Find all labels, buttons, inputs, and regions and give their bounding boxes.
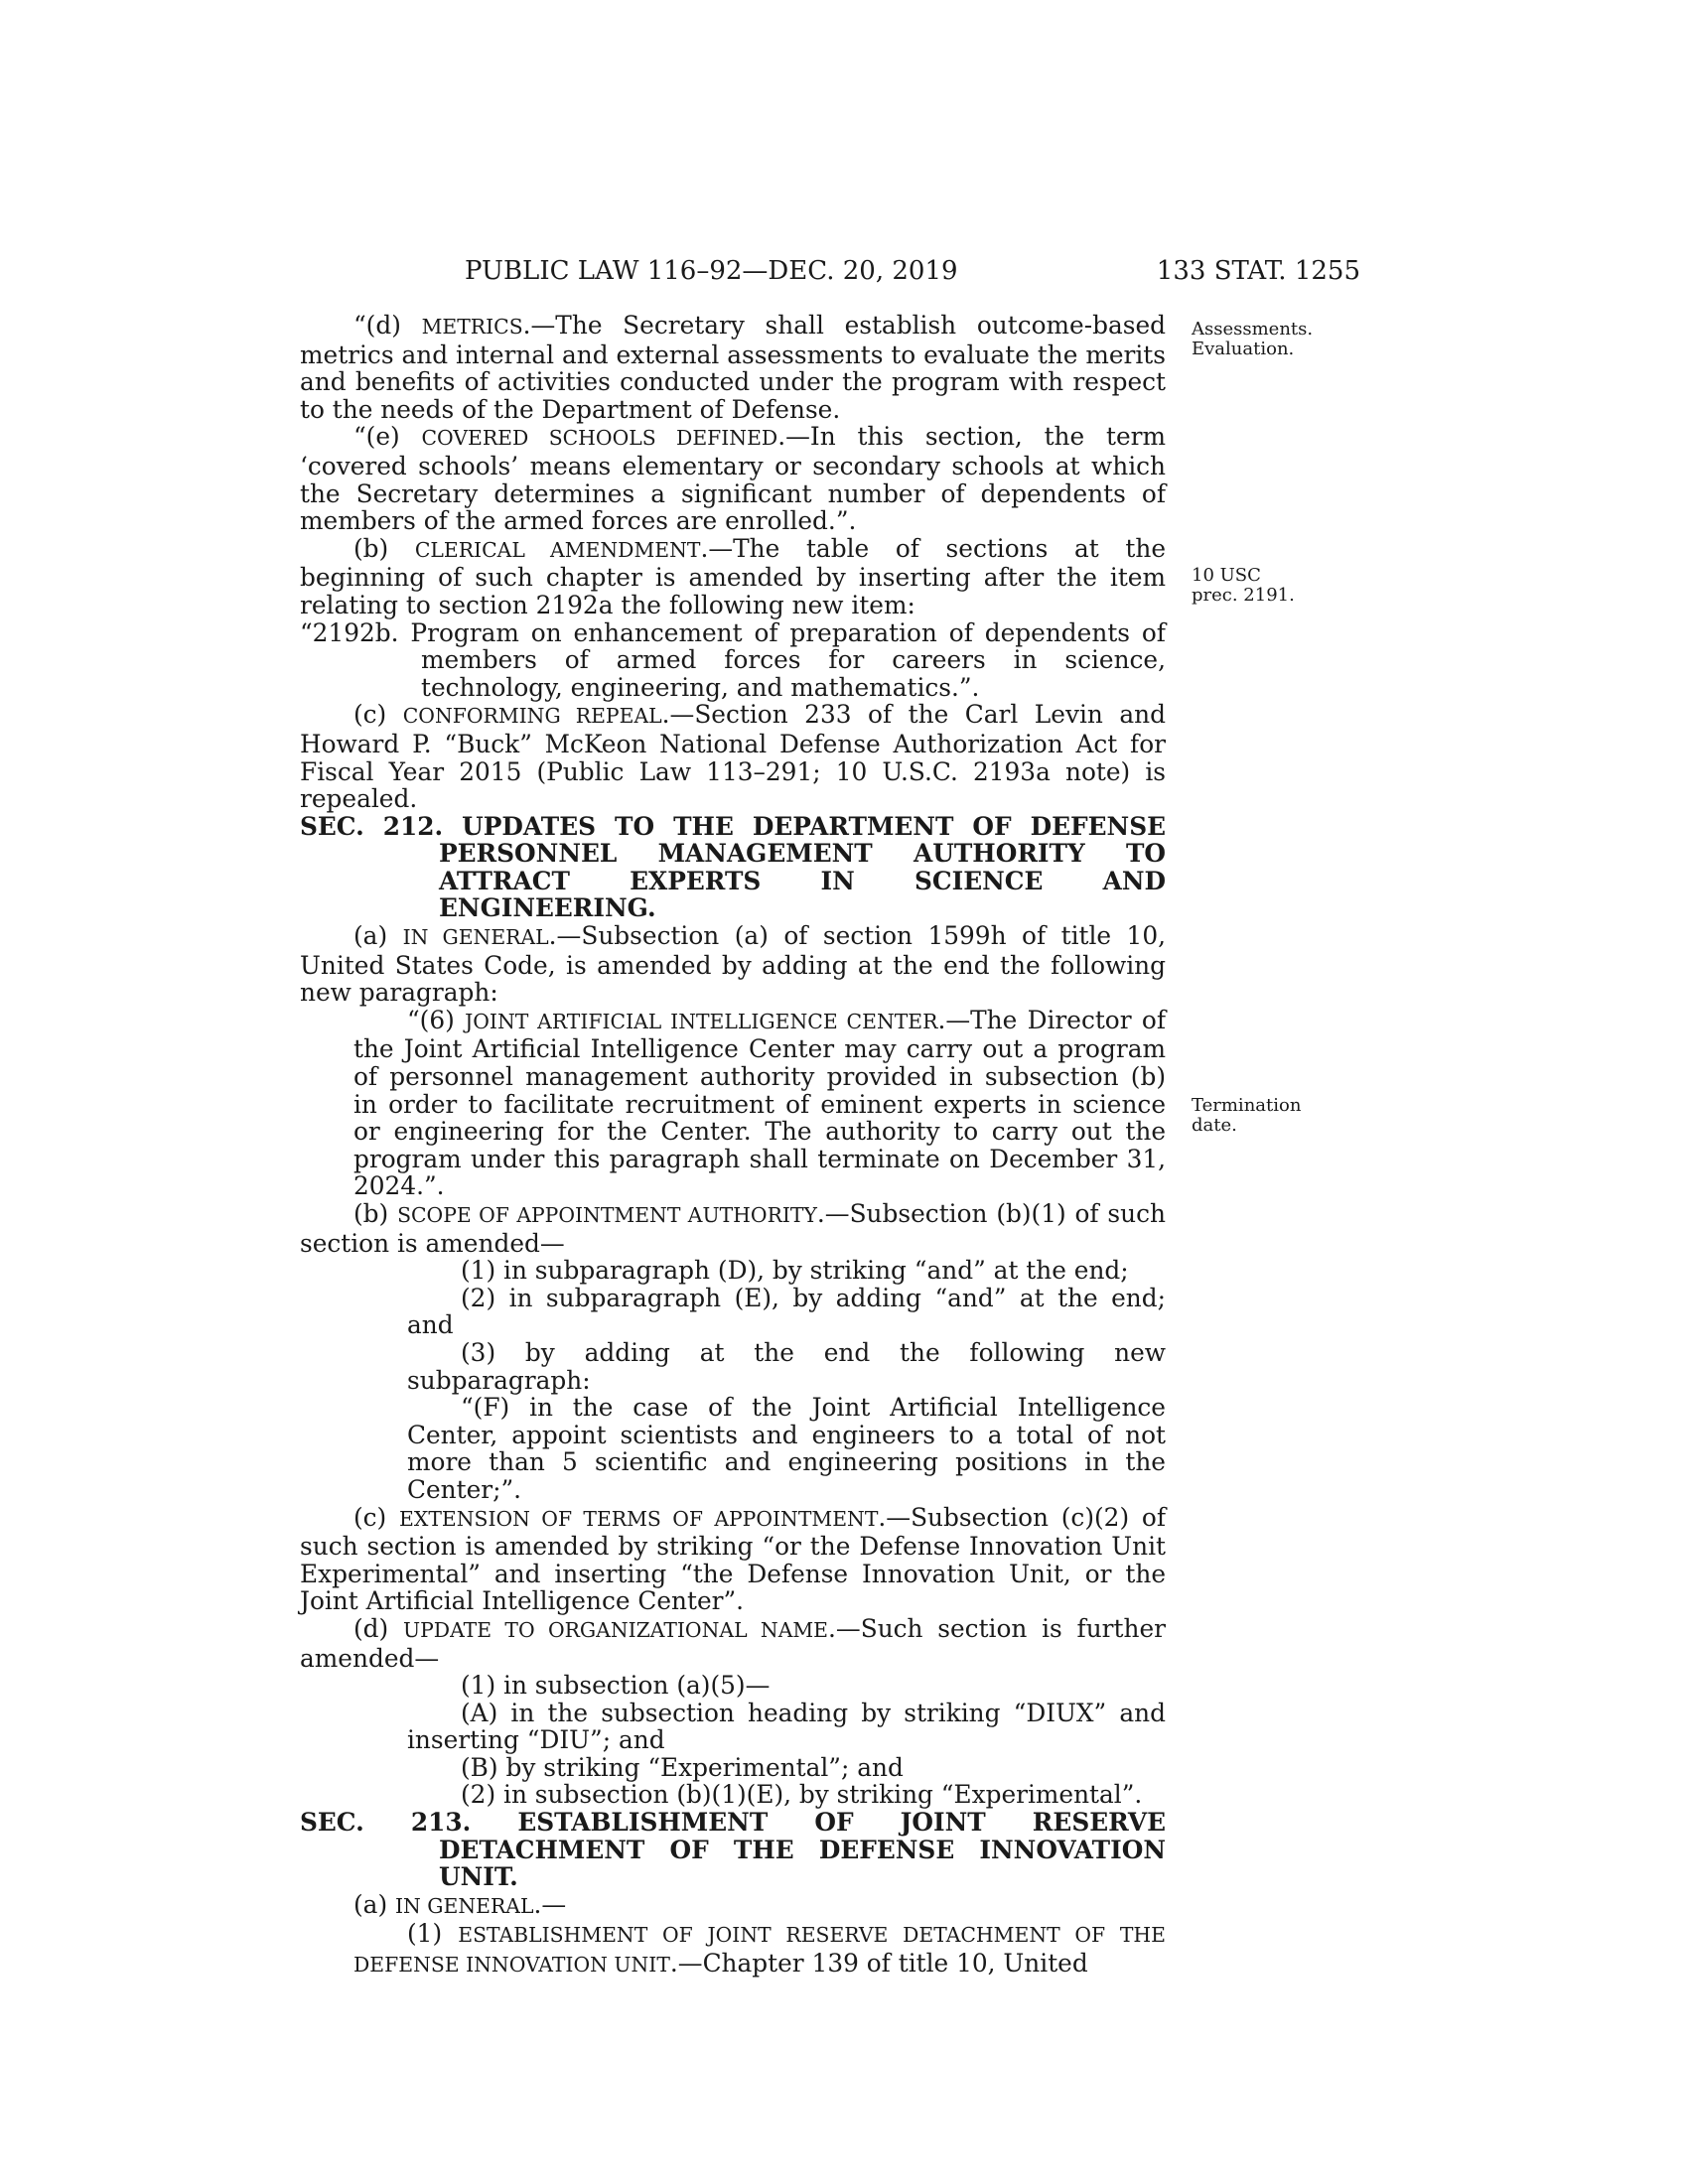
page-header: [298, 256, 1360, 296]
paragraph-212-a-6: “(6) JOINT ARTIFICIAL INTELLIGENCE CENTER.—The Director of the Joint Artificial Intelligence Center may carry out a program of personnel management authority provided in subsection (b) in order to facilitate recruitment of eminent experts in science or engineering for the Center. The authority to carry out the program under this paragraph shall terminate on December 31, 2024.”.: [353, 1005, 1167, 1201]
paragraph-heading: METRICS: [421, 315, 523, 339]
section-213-heading: SEC. 213. ESTABLISHMENT OF JOINT RESERVE DETACHMENT OF THE DEFENSE INNOVATION UNIT.: [300, 1808, 1166, 1892]
paragraph-212-b: (b) SCOPE OF APPOINTMENT AUTHORITY.—Subsection (b)(1) of such section is amended—: [300, 1199, 1166, 1258]
table-of-sections-item: “2192b. Program on enhancement of preparation of dependents of members of armed forces for careers in science, technology, engineering, and mathematics.”.: [300, 617, 1166, 702]
clause-212-d-1: (1) in subsection (a)(5)—: [461, 1671, 771, 1701]
paragraph-e-covered-schools: “(e) COVERED SCHOOLS DEFINED.—In this section, the term ‘covered schools’ means elementary or secondary schools at which the Secretary determines a significant number of dependents of members of the armed forces are enrolled.”.: [300, 422, 1166, 536]
paragraph-212-d: (d) UPDATE TO ORGANIZATIONAL NAME.—Such section is further amended—: [300, 1613, 1166, 1673]
paragraph-heading: JOINT ARTIFICIAL INTELLIGENCE CENTER: [465, 1009, 938, 1033]
paragraph-212-c: (c) EXTENSION OF TERMS OF APPOINTMENT.—Subsection (c)(2) of such section is amended by striking “or the Defense Innovation Unit Experimental” and inserting “the Defense Innovation Unit, or the Joint Artificial Intelligence Center”.: [300, 1502, 1166, 1616]
paragraph-heading: IN GENERAL: [395, 1893, 534, 1918]
paragraph-heading: CLERICAL AMENDMENT: [414, 537, 701, 562]
paragraph-heading: SCOPE OF APPOINTMENT AUTHORITY: [397, 1203, 817, 1227]
paragraph-212-a: (a) IN GENERAL.—Subsection (a) of section 1599h of title 10, United States Code, is amended by adding at the end the following new paragraph:: [300, 921, 1166, 1008]
statute-body: [300, 312, 1166, 1979]
clause-212-b-2: (2) in subparagraph (E), by adding “and” at the end; and: [407, 1283, 1166, 1340]
paragraph-213-a-1: (1) ESTABLISHMENT OF JOINT RESERVE DETACHMENT OF THE DEFENSE INNOVATION UNIT.—Chapter 139 of title 10, United: [353, 1919, 1166, 1979]
statute-page-number: 133 STAT. 1255: [1156, 256, 1360, 286]
clause-212-b-3: (3) by adding at the end the following new subparagraph:: [407, 1337, 1166, 1395]
margin-note-line: date.: [1192, 1115, 1237, 1136]
subparagraph-212-b-f: “(F) in the case of the Joint Artificial Intelligence Center, appoint scientists and engineers to a total of not more than 5 scientific and engineering positions in the Center;”.: [407, 1393, 1166, 1504]
margin-note-line: Assessments.: [1192, 319, 1314, 340]
paragraph-heading: EXTENSION OF TERMS OF APPOINTMENT: [399, 1506, 879, 1531]
clause-212-d-2: (2) in subsection (b)(1)(E), by striking “Experimental”.: [461, 1780, 1143, 1810]
paragraph-d-metrics: “(d) METRICS.—The Secretary shall establish outcome-based metrics and internal and external assessments to evaluate the merits and benefits of activities conducted under the program with respect to the needs of the Department of Defense.: [300, 311, 1167, 424]
margin-note-line: 10 USC: [1192, 565, 1261, 586]
running-title: PUBLIC LAW 116–92—DEC. 20, 2019: [465, 256, 958, 286]
margin-note-line: prec. 2191.: [1192, 585, 1295, 606]
margin-note-line: Termination: [1192, 1095, 1302, 1116]
paragraph-heading: UPDATE TO ORGANIZATIONAL NAME: [402, 1617, 829, 1642]
margin-note-termination: [1192, 1096, 1301, 1136]
paragraph-heading: CONFORMING REPEAL: [402, 704, 662, 729]
clause-212-b-1: (1) in subparagraph (D), by striking “and” at the end;: [461, 1256, 1129, 1286]
paragraph-b-clerical-amendment: (b) CLERICAL AMENDMENT.—The table of sections at the beginning of such chapter is amended by inserting after the item relating to section 2192a the following new item:: [300, 533, 1166, 619]
paragraph-heading: ESTABLISHMENT OF JOINT RESERVE DETACHMENT OF THE DEFENSE INNOVATION UNIT: [353, 1923, 1166, 1978]
clause-212-d-1-b: (B) by striking “Experimental”; and: [461, 1752, 904, 1782]
paragraph-c-conforming-repeal: (c) CONFORMING REPEAL.—Section 233 of the Carl Levin and Howard P. “Buck” McKeon National Defense Authorization Act for Fiscal Year 2015 (Public Law 113–291; 10 U.S.C. 2193a note) is repealed.: [300, 700, 1166, 814]
paragraph-heading: COVERED SCHOOLS DEFINED: [421, 426, 778, 451]
margin-note-assessments: [1192, 320, 1313, 359]
paragraph-heading: IN GENERAL: [402, 925, 549, 950]
section-212-heading: SEC. 212. UPDATES TO THE DEPARTMENT OF DEFENSE PERSONNEL MANAGEMENT AUTHORITY TO ATTRACT EXPERTS IN SCIENCE AND ENGINEERING.: [300, 811, 1166, 923]
clause-212-d-1-a: (A) in the subsection heading by striking “DIUX” and inserting “DIU”; and: [407, 1698, 1166, 1755]
margin-note-line: Evaluation.: [1192, 339, 1295, 359]
margin-note-usc: [1192, 566, 1295, 606]
paragraph-213-a: (a) IN GENERAL.—: [353, 1889, 567, 1919]
